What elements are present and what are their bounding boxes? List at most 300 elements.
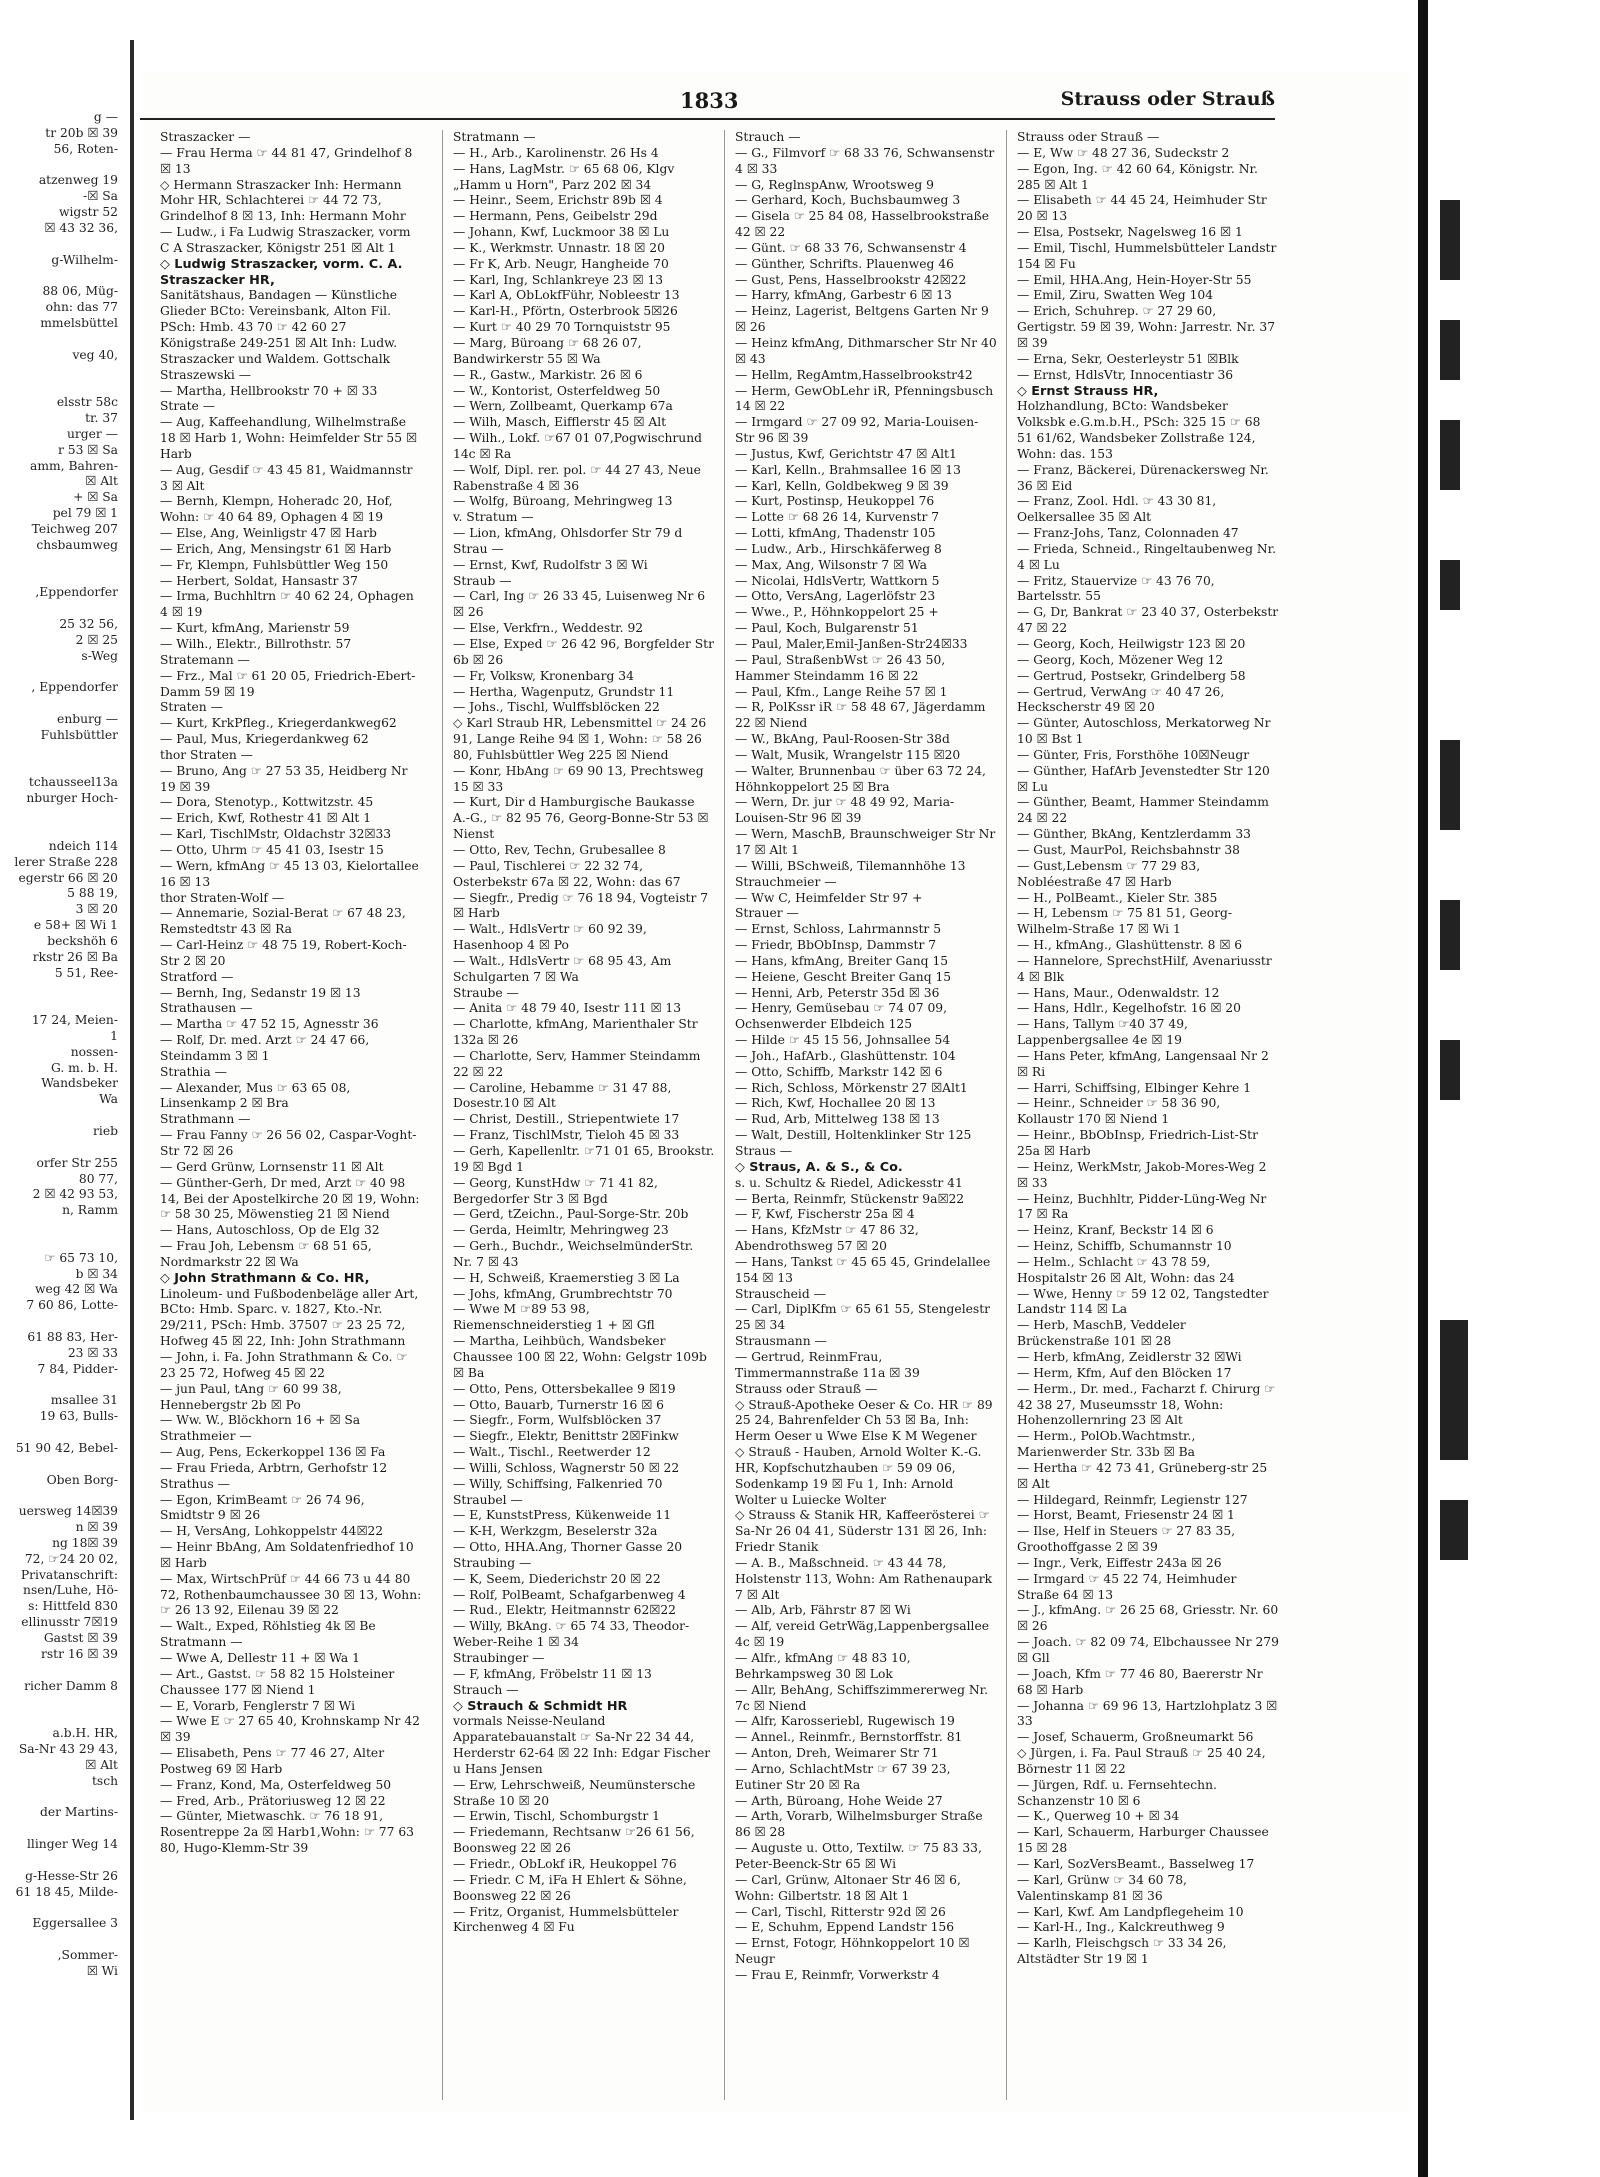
adjacent-page-fragment: r 53 ☒ Sa (57, 442, 118, 457)
adjacent-page-fragment: elsstr 58c (56, 395, 118, 410)
directory-entry: — Walt, Destill, Holtenklinker Str 125 (735, 1128, 972, 1143)
directory-entry: Holzhandlung, BCto: Wandsbeker Volksbk e.G.m.b.H., PSch: 325 15 ☞ 68 51 61/62, Wandsbeker Zollstraße 124, Wohn: das. 153 (1017, 399, 1261, 461)
directory-entry: — Elisabeth ☞ 44 45 24, Heimhuder Str 20 ☒ 13 (1017, 193, 1267, 224)
directory-entry: — Irma, Buchhltrn ☞ 40 62 24, Ophagen 4 ☒ 19 (160, 589, 414, 620)
directory-entry: — Günther-Gerh, Dr med, Arzt ☞ 40 98 14, Bei der Apostelkirche 20 ☒ 19, Wohn: ☞ 58 30 25, Möwenstieg 21 ☒ Niend (160, 1175, 420, 1222)
adjacent-page-fragment: der Martins- (40, 1805, 118, 1820)
directory-entry: — Johann, Kwf, Luckmoor 38 ☒ Lu (453, 225, 670, 240)
adjacent-page-fragment: tr. 37 (85, 411, 118, 426)
directory-entry: — Charlotte, Serv, Hammer Steindamm 22 ☒ 22 (453, 1048, 701, 1079)
adjacent-page-fragment (0, 981, 122, 997)
directory-entry: — Otto, Bauarb, Turnerstr 16 ☒ 6 (453, 1397, 665, 1412)
directory-entry: — Hellm, RegAmtm,Hasselbrookstr42 (735, 367, 973, 382)
directory-entry: — Lion, kfmAng, Ohlsdorfer Str 79 d (453, 526, 683, 541)
directory-entry: — Hildegard, Reinmfr, Legienstr 127 (1017, 1492, 1248, 1507)
directory-entry: ◇ Strauß - Hauben, Arnold Wolter K.-G. HR, Kopfschutzhauben ☞ 59 09 06, Sodenkamp 19 ☒ Fu 1, Inh: Arnold Wolter u Luiecke Wolter (735, 1445, 982, 1507)
directory-entry: — Konr, HbAng ☞ 69 90 13, Prechtsweg 15 ☒ 33 (453, 763, 704, 794)
directory-entry: — Arth, Büroang, Hohe Weide 27 (735, 1793, 943, 1808)
directory-entry: — Georg, Koch, Mözener Weg 12 (1017, 652, 1224, 667)
directory-entry: ◇ Strauch & Schmidt HR (453, 1698, 628, 1714)
adjacent-page-fragment: ☒ Wi (86, 1963, 118, 1978)
edge-mark (1440, 1320, 1468, 1460)
directory-entry: — Wilh., Lokf. ☞67 01 07,Pogwischrund 14c ☒ Ra (453, 431, 702, 461)
directory-entry: — Bernh, Klempn, Hoheradc 20, Hof, Wohn: ☞ 40 64 89, Ophagen 4 ☒ 19 (160, 494, 393, 525)
edge-mark (1440, 740, 1460, 830)
adjacent-page-fragment (0, 1235, 122, 1251)
directory-entry: — Friedr. C M, iFa H Ehlert & Söhne, Boonsweg 22 ☒ 26 (453, 1872, 687, 1903)
adjacent-page-fragment: Eggersallee 3 (32, 1916, 118, 1931)
adjacent-page-fragment: g — (93, 110, 118, 124)
directory-entry: — Hans, Autoschloss, Op de Elg 32 (160, 1223, 380, 1238)
adjacent-page-fragment: , Eppendorfer (31, 680, 118, 695)
directory-entry: — Herb, MaschB, Veddeler Brückenstraße 101 ☒ 28 (1017, 1318, 1186, 1349)
directory-entry: — G, Dr, Bankrat ☞ 23 40 37, Osterbekstr 47 ☒ 22 (1017, 605, 1279, 636)
adjacent-page-fragment: beckshöh 6 (47, 933, 118, 948)
directory-entry: — Hans, Tallym ☞40 37 49, Lappenbergsallee 4e ☒ 19 (1017, 1017, 1188, 1048)
directory-entry: — Justus, Kwf, Gerichtstr 47 ☒ Alt1 (735, 446, 957, 461)
directory-entry: — Frau Fanny ☞ 26 56 02, Caspar-Voght-Str 72 ☒ 26 (160, 1128, 417, 1158)
adjacent-page-fragment: b ☒ 34 (75, 1266, 118, 1281)
directory-entry: — A. B., Maßschneid. ☞ 43 44 78, Holstenstr 113, Wohn: Am Rathenaupark 7 ☒ Alt (735, 1555, 993, 1602)
directory-entry: ◇ Ludwig Straszacker, vorm. C. A. Straszacker HR, (160, 256, 403, 288)
directory-entry: — F, kfmAng, Fröbelstr 11 ☒ 13 (453, 1666, 652, 1681)
directory-entry: Sanitätshaus, Bandagen — Künstliche Glieder BCto: Vereinsbank, Alton Fil. PSch: Hmb. 43 70 ☞ 42 60 27 Königstraße 249-251 ☒ Alt Inh: Ludw. Straszacker und Waldem. Gottschalk (160, 288, 398, 366)
directory-entry: — Art., Gastst. ☞ 58 82 15 Holsteiner Chaussee 177 ☒ Niend 1 (160, 1666, 395, 1697)
directory-entry: — Lotte ☞ 68 26 14, Kurvenstr 7 (735, 510, 940, 525)
page-header (140, 82, 1275, 120)
directory-entry: — Emil, Ziru, Swatten Weg 104 (1017, 288, 1214, 303)
scan-edge-right (1418, 0, 1428, 2177)
directory-entry: — Johs, kfmAng, Grumbrechtstr 70 (453, 1286, 673, 1301)
directory-entry: — Marg, Büroang ☞ 68 26 07, Bandwirkerstr 55 ☒ Wa (453, 335, 642, 366)
directory-entry: — Arno, SchlachtMstr ☞ 67 39 23, Eutiner Str 20 ☒ Ra (735, 1761, 951, 1792)
edge-mark (1440, 320, 1460, 380)
adjacent-page-fragment (0, 696, 122, 712)
directory-entry: Straszewski — (160, 367, 252, 382)
directory-entry: — Paul, Maler,Emil-Janßen-Str24☒33 (735, 637, 968, 651)
adjacent-page-fragment (0, 1457, 122, 1473)
directory-entry: — Irmgard ☞ 45 22 74, Heimhuder Straße 64 ☒ 13 (1017, 1571, 1237, 1602)
directory-entry: — Wolfg, Büroang, Mehringweg 13 (453, 494, 673, 509)
directory-entry: — Heinr BbAng, Am Soldatenfriedhof 10 ☒ Harb (160, 1540, 414, 1570)
directory-entry: — Walter, Brunnenbau ☞ über 63 72 24, Höhnkoppelort 25 ☒ Bra (735, 763, 986, 794)
adjacent-page-fragment: urger — (66, 426, 118, 441)
directory-entry: — H, VersAng, Lohkoppelstr 44☒22 (160, 1524, 384, 1539)
directory-entry: — Frz., Mal ☞ 61 20 05, Friedrich-Ebert-Damm 59 ☒ 19 (160, 668, 416, 699)
adjacent-page-fragment: n, Ramm (62, 1203, 118, 1218)
adjacent-page-fragment (0, 1789, 122, 1805)
adjacent-page-fragment: ndeich 114 (48, 838, 118, 853)
adjacent-page-fragment (0, 1314, 122, 1330)
directory-columns (160, 130, 1280, 2100)
directory-entry: — Lotti, kfmAng, Thadenstr 105 (735, 526, 936, 541)
adjacent-page-fragment: ,Eppendorfer (35, 585, 118, 600)
directory-entry: — Otto, VersAng, Lagerlöfstr 23 (735, 589, 936, 604)
directory-entry: Strauch — (453, 1682, 519, 1697)
directory-entry: v. Stratum — (453, 510, 534, 525)
adjacent-page-fragment: egerstr 66 ☒ 20 (18, 870, 118, 885)
adjacent-page-fragment: uersweg 14☒39 (18, 1504, 118, 1519)
directory-entry: — Kurt, Dir d Hamburgische Baukasse A.-G., ☞ 82 95 76, Georg-Bonne-Str 53 ☒ Nienst (453, 795, 709, 842)
directory-entry: — Carl, Tischl, Ritterstr 92d ☒ 26 (735, 1904, 946, 1919)
adjacent-page-fragment: + ☒ Sa (73, 490, 118, 505)
edge-mark (1440, 420, 1460, 490)
directory-entry: — Willi, BSchweiß, Tilemannhöhe 13 (735, 858, 966, 873)
directory-entry: — Ernst, Kwf, Rudolfstr 3 ☒ Wi (453, 557, 648, 572)
directory-entry: — Otto, Rev, Techn, Grubesallee 8 (453, 842, 666, 857)
directory-entry: — Emil, HHA.Ang, Hein-Hoyer-Str 55 (1017, 272, 1252, 287)
adjacent-page-fragment: 5 51, Ree- (54, 965, 118, 980)
adjacent-page-fragment: wigstr 52 (58, 205, 118, 220)
adjacent-page-fragment: 3 ☒ 20 (75, 902, 118, 917)
directory-entry: Strathmeier — (160, 1429, 252, 1444)
directory-entry: — Harry, kfmAng, Garbestr 6 ☒ 13 (735, 288, 952, 303)
directory-entry: — Walt., HdlsVertr ☞ 68 95 43, Am Schulgarten 7 ☒ Wa (453, 953, 672, 984)
directory-entry: — Johanna ☞ 69 96 13, Hartzlohplatz 3 ☒ 33 (1017, 1698, 1278, 1729)
adjacent-page-fragment: pel 79 ☒ 1 (52, 506, 118, 521)
directory-entry: — Irmgard ☞ 27 09 92, Maria-Louisen-Str 96 ☒ 39 (735, 415, 979, 446)
directory-entry: — F, Kwf, Fischerstr 25a ☒ 4 (735, 1207, 915, 1222)
directory-entry: — W., BkAng, Paul-Roosen-Str 38d (735, 732, 950, 747)
directory-entry: — Rich, Kwf, Hochallee 20 ☒ 13 (735, 1096, 936, 1111)
directory-entry: — Anita ☞ 48 79 40, Isestr 111 ☒ 13 (453, 1001, 682, 1016)
directory-entry: — Gisela ☞ 25 84 08, Hasselbrookstraße 42 ☒ 22 (735, 209, 990, 240)
directory-entry: — Kurt ☞ 40 29 70 Tornquiststr 95 (453, 320, 671, 335)
scan-edge-marks (1440, 180, 1480, 1480)
directory-entry: — Heinz, Schiffb, Schumannstr 10 (1017, 1239, 1232, 1254)
adjacent-page-fragment: 19 63, Bulls- (39, 1409, 118, 1424)
directory-entry: — G, ReglnspAnw, Wrootsweg 9 (735, 177, 934, 192)
directory-entry: ◇ Strauß-Apotheke Oeser & Co. HR ☞ 89 25 24, Bahrenfelder Ch 53 ☒ Ba, Inh: Herm Oeser u Wwe Else K M Wegener (735, 1397, 993, 1444)
directory-entry: ◇ Jürgen, i. Fa. Paul Strauß ☞ 25 40 24, Börnestr 11 ☒ 22 (1017, 1746, 1266, 1776)
directory-entry: — Herb, kfmAng, Zeidlerstr 32 ☒Wi (1017, 1349, 1242, 1364)
adjacent-page-fragment: Privatanschrift: (20, 1567, 118, 1582)
directory-entry: — Max, WirtschPrüf ☞ 44 66 73 u 44 80 72, Rothenbaumchaussee 30 ☒ 13, Wohn: ☞ 26 13 92, Eilenau 39 ☒ 22 (160, 1571, 422, 1618)
directory-entry: — Elisabeth, Pens ☞ 77 46 27, Alter Postweg 69 ☒ Harb (160, 1746, 385, 1776)
directory-entry: — Heinz, Lagerist, Beltgens Garten Nr 9 ☒ 26 (735, 304, 989, 335)
directory-entry: — Paul, StraßenbWst ☞ 26 43 50, Hammer Steindamm 16 ☒ 22 (735, 652, 946, 683)
adjacent-page-fragment: g-Hesse-Str 26 (25, 1868, 118, 1883)
directory-entry: — Herm, Kfm, Auf den Blöcken 17 (1017, 1365, 1232, 1380)
edge-mark (1440, 1500, 1468, 1560)
directory-entry: — Berta, Reinmfr, Stückenstr 9a☒22 (735, 1191, 965, 1206)
directory-entry: — Anton, Dreh, Weimarer Str 71 (735, 1746, 939, 1761)
directory-entry: — Fr, Volksw, Kronenbarg 34 (453, 668, 634, 683)
directory-entry: — Günt. ☞ 68 33 76, Schwansenstr 4 (735, 240, 967, 255)
adjacent-page-fragment: enburg — (57, 712, 118, 727)
directory-entry: — Elsa, Postsekr, Nagelsweg 16 ☒ 1 (1017, 225, 1243, 240)
directory-entry: — Willy, Schiffsing, Falkenried 70 (453, 1476, 663, 1491)
directory-entry: — G., Filmvorf ☞ 68 33 76, Schwansenstr 4 ☒ 33 (735, 145, 995, 176)
directory-entry: — Friedr, BbObInsp, Dammstr 7 (735, 938, 937, 953)
adjacent-page-fragment (0, 158, 122, 174)
directory-entry: Strathausen — (160, 1001, 253, 1016)
directory-entry: — Else, Exped ☞ 26 42 96, Borgfelder Str 6b ☒ 26 (453, 637, 715, 667)
directory-entry: — Wern, Zollbeamt, Querkamp 67a (453, 399, 673, 414)
directory-entry: — Rud., Elektr, Heitmannstr 62☒22 (453, 1603, 676, 1618)
directory-entry: — Paul, Koch, Bulgarenstr 51 (735, 621, 919, 636)
directory-entry: — Johs., Tischl, Wulffsblöcken 22 (453, 700, 660, 715)
directory-entry: — Fritz, Organist, Hummelsbütteler Kirchenweg 4 ☒ Fu (453, 1904, 679, 1935)
adjacent-page-fragment: Gastst ☒ 39 (43, 1631, 118, 1645)
directory-entry: — Gerh., Buchdr., WeichselmünderStr. Nr. 7 ☒ 43 (453, 1239, 694, 1269)
directory-entry: — Siegfr., Elektr, Benittstr 2☒Finkw (453, 1429, 679, 1444)
directory-entry: Straubinger — (453, 1651, 545, 1665)
adjacent-page-fragment: 72, ☞24 20 02, (24, 1551, 118, 1566)
directory-entry: — Gerd Grünw, Lornsenstr 11 ☒ Alt (160, 1159, 384, 1174)
adjacent-page-fragment: Wa (99, 1092, 118, 1107)
directory-entry: — Christ, Destill., Striepentwiete 17 (453, 1112, 680, 1127)
directory-entry: — Max, Ang, Wilsonstr 7 ☒ Wa (735, 557, 927, 572)
directory-column-1 (160, 130, 422, 2100)
directory-entry: — Franz-Johs, Tanz, Colonnaden 47 (1017, 526, 1239, 541)
page-number: 1833 (680, 88, 739, 113)
directory-entry: — Günter, Fris, Forsthöhe 10☒Neugr (1017, 747, 1250, 762)
adjacent-page-fragment: Teichweg 207 (31, 521, 118, 536)
adjacent-page-fragment: 56, Roten- (53, 141, 118, 156)
directory-entry: — Rolf, PolBeamt, Schafgarbenweg 4 (453, 1587, 686, 1602)
directory-entry: — Kurt, Postinsp, Heukoppel 76 (735, 494, 935, 509)
directory-entry: — Wwe E ☞ 27 65 40, Krohnskamp Nr 42 ☒ 39 (160, 1714, 420, 1745)
directory-entry: — Walt., Tischl., Reetwerder 12 (453, 1445, 651, 1460)
directory-entry: — W., Kontorist, Osterfeldweg 50 (453, 383, 661, 398)
directory-entry: — Wern, kfmAng ☞ 45 13 03, Kielortallee 16 ☒ 13 (160, 858, 419, 889)
directory-entry: — K., Werkmstr. Unnastr. 18 ☒ 20 (453, 240, 665, 255)
directory-entry: — Heinz, Buchhltr, Pidder-Lüng-Weg Nr 17 ☒ Ra (1017, 1191, 1267, 1222)
directory-entry: — H., kfmAng., Glashüttenstr. 8 ☒ 6 (1017, 938, 1243, 953)
directory-entry: — Kurt, kfmAng, Marienstr 59 (160, 621, 350, 636)
directory-entry: — Ludw., Arb., Hirschkäferweg 8 (735, 541, 942, 556)
directory-entry: — Martha, Leihbüch, Wandsbeker Chaussee 100 ☒ 22, Wohn: Gelgstr 109b ☒ Ba (453, 1334, 707, 1380)
directory-entry: — Frau Herma ☞ 44 81 47, Grindelhof 8 ☒ 13 (160, 145, 413, 176)
directory-entry: — Hilde ☞ 45 15 56, Johnsallee 54 (735, 1033, 951, 1048)
adjacent-page-fragment (0, 1821, 122, 1837)
adjacent-page-fragment: 5 88 19, (67, 886, 118, 901)
directory-entry: Straten — (160, 700, 223, 715)
directory-entry: — Joach. ☞ 82 09 74, Elbchaussee Nr 279 ☒ Gll (1017, 1635, 1279, 1665)
directory-entry: — Otto, Pens, Ottersbekallee 9 ☒19 (453, 1381, 676, 1396)
directory-entry: — Günter, Mietwaschk. ☞ 76 18 91, Rosentreppe 2a ☒ Harb1,Wohn: ☞ 77 63 80, Hugo-Klemm-Str 39 (160, 1809, 414, 1856)
directory-entry: — Nicolai, HdlsVertr, Wattkorn 5 (735, 573, 940, 588)
directory-entry: — Fritz, Stauervize ☞ 43 76 70, Bartelsstr. 55 (1017, 573, 1215, 604)
directory-entry: — Ww. W., Blöckhorn 16 + ☒ Sa (160, 1413, 361, 1428)
adjacent-page-fragment: 7 60 86, Lotte- (26, 1298, 118, 1313)
directory-entry: — Else, Ang, Weinligstr 47 ☒ Harb (160, 526, 377, 541)
directory-entry: — Ilse, Helf in Steuers ☞ 27 83 35, Groothoffgasse 2 ☒ 39 (1017, 1524, 1236, 1555)
directory-entry: — Alf, vereid GetrWäg,Lappenbergsallee 4c ☒ 19 (735, 1619, 990, 1650)
adjacent-page-fragment: Sa-Nr 43 29 43, (18, 1741, 118, 1756)
directory-entry: Strate — (160, 399, 215, 414)
directory-entry: — Otto, Schiffb, Markstr 142 ☒ 6 (735, 1064, 943, 1079)
directory-entry: — Erwin, Tischl, Schomburgstr 1 (453, 1809, 660, 1824)
directory-entry: Straubel — (453, 1492, 523, 1507)
directory-entry: — Franz, TischlMstr, Tieloh 45 ☒ 33 (453, 1128, 680, 1143)
directory-entry: — Gertrud, VerwAng ☞ 40 47 26, Heckscherstr 49 ☒ 20 (1017, 684, 1225, 715)
adjacent-page-fragment: richer Damm 8 (24, 1678, 118, 1693)
adjacent-page-fragment (0, 1710, 122, 1726)
directory-entry: thor Straten-Wolf — (160, 890, 285, 905)
adjacent-page-fragment: 17 24, Meien- (31, 1013, 118, 1028)
directory-entry: — Carl, Grünw, Altonaer Str 46 ☒ 6, Wohn: Gilbertstr. 18 ☒ Alt 1 (735, 1872, 961, 1903)
directory-entry: — Gerda, Heimltr, Mehringweg 23 (453, 1223, 669, 1238)
adjacent-page-fragment: Oben Borg- (46, 1472, 118, 1487)
directory-entry: — Hannelore, SprechstHilf, Avenariusstr 4 ☒ Blk (1017, 953, 1272, 984)
directory-entry: — Herm., Dr. med., Facharzt f. Chirurg ☞ 42 38 27, Museumsstr 18, Wohn: Hohenzollernring 23 ☒ Alt (1017, 1381, 1276, 1428)
adjacent-page-fragment: mmelsbüttel (40, 315, 118, 330)
directory-entry: Straus — (735, 1144, 793, 1158)
directory-entry: — jun Paul, tAng ☞ 60 99 38, Hennebergstr 2b ☒ Po (160, 1381, 342, 1412)
directory-entry: — Martha, Hellbrookstr 70 + ☒ 33 (160, 383, 378, 398)
directory-entry: — Wolf, Dipl. rer. pol. ☞ 44 27 43, Neue Rabenstraße 4 ☒ 36 (453, 462, 701, 493)
directory-entry: ◇ Ernst Strauss HR, (1017, 383, 1159, 399)
directory-entry: Stratmann — (160, 1635, 243, 1650)
directory-entry: — Franz, Bäckerei, Dürenackersweg Nr. 36 ☒ Eid (1017, 462, 1269, 493)
directory-entry: — Hans, KfzMstr ☞ 47 86 32, Abendrothsweg 57 ☒ 20 (735, 1223, 919, 1254)
directory-entry: — E, Vorarb, Fenglerstr 7 ☒ Wi (160, 1698, 356, 1713)
directory-entry: — Caroline, Hebamme ☞ 31 47 88, Dosestr.10 ☒ Alt (453, 1080, 672, 1111)
directory-entry: — Karlh, Fleischgsch ☞ 33 34 26, Altstädter Str 19 ☒ 1 (1017, 1936, 1227, 1967)
directory-entry: Strau — (453, 541, 504, 556)
directory-entry: — Harri, Schiffsing, Elbinger Kehre 1 (1017, 1080, 1252, 1095)
directory-entry: Straube — (453, 985, 519, 1000)
directory-entry: — Alfr., kfmAng ☞ 48 83 10, Behrkampsweg 30 ☒ Lok (735, 1651, 911, 1681)
adjacent-page-fragment (0, 1853, 122, 1869)
adjacent-page-fragment: 88 06, Müg- (42, 284, 118, 299)
directory-entry: — Willi, Schloss, Wagnerstr 50 ☒ 22 (453, 1460, 680, 1475)
adjacent-page-fragment: 7 84, Pidder- (37, 1361, 118, 1376)
directory-entry: — Paul, Mus, Kriegerdankweg 62 (160, 732, 369, 747)
directory-entry: — Otto, Uhrm ☞ 45 41 03, Isestr 15 (160, 842, 384, 857)
adjacent-page-fragment (0, 1219, 122, 1235)
adjacent-page-fragment (0, 1932, 122, 1948)
directory-entry: Strauer — (735, 906, 799, 921)
adjacent-page-fragment (0, 1663, 122, 1679)
adjacent-page-fragment: a.b.H. HR, (52, 1726, 118, 1741)
edge-mark (1440, 200, 1460, 280)
directory-entry: — Herm, GewObLehr iR, Pfenningsbusch 14 ☒ 22 (735, 383, 994, 414)
directory-entry: — Rolf, Dr. med. Arzt ☞ 24 47 66, Steindamm 3 ☒ 1 (160, 1033, 370, 1063)
adjacent-page-fragment (0, 364, 122, 380)
directory-entry: — Arth, Vorarb, Wilhelmsburger Straße 86 ☒ 28 (735, 1809, 983, 1840)
directory-entry: — Günther, Schrifts. Plauenweg 46 (735, 256, 954, 271)
directory-entry: — Rud, Arb, Mittelweg 138 ☒ 13 (735, 1112, 940, 1127)
directory-entry: Strausmann — (735, 1334, 827, 1349)
directory-entry: vormals Neisse-Neuland Apparatebauanstalt ☞ Sa-Nr 22 34 44, Herderstr 62-64 ☒ 22 Inh: Edgar Fischer u Hans Jensen (453, 1714, 711, 1776)
adjacent-page-fragment: weg 42 ☒ Wa (35, 1282, 118, 1297)
adjacent-page-fragment (0, 807, 122, 823)
directory-entry: — Egon, Ing. ☞ 42 60 64, Königstr. Nr. 285 ☒ Alt 1 (1017, 161, 1258, 192)
directory-entry: — Horst, Beamt, Friesenstr 24 ☒ 1 (1017, 1508, 1235, 1523)
adjacent-page-fragment (0, 1900, 122, 1916)
directory-entry: — Henni, Arb, Peterstr 35d ☒ 36 (735, 985, 940, 1000)
adjacent-page-fragment (0, 569, 122, 585)
adjacent-page-fragment: Wandsbeker (41, 1076, 118, 1091)
directory-entry: — Gerhard, Koch, Buchsbaumweg 3 (735, 193, 961, 208)
directory-entry: — Heinz, Kranf, Beckstr 14 ☒ 6 (1017, 1223, 1214, 1238)
directory-entry: — Ernst, Fotogr, Höhnkoppelort 10 ☒ Neugr (735, 1936, 970, 1967)
adjacent-page-fragment: orfer Str 255 (36, 1155, 118, 1170)
directory-entry: — K-H, Werkzgm, Beselerstr 32a (453, 1524, 658, 1539)
directory-entry: — Aug, Kaffeehandlung, Wilhelmstraße 18 ☒ Harb 1, Wohn: Heimfelder Str 55 ☒ Harb (160, 415, 417, 461)
directory-entry: — E, Ww ☞ 48 27 36, Sudeckstr 2 (1017, 145, 1230, 160)
directory-entry: — Heinr., BbObInsp, Friedrich-List-Str 25a ☒ Harb (1017, 1128, 1258, 1158)
directory-entry: — Martha ☞ 47 52 15, Agnesstr 36 (160, 1017, 379, 1032)
directory-entry: — John, i. Fa. John Strathmann & Co. ☞ 23 25 72, Hofweg 45 ☒ 22 (160, 1349, 408, 1380)
directory-entry: — Hermann, Pens, Geibelstr 29d (453, 209, 658, 224)
adjacent-page-strip (0, 0, 128, 2177)
directory-entry: ◇ Karl Straub HR, Lebensmittel ☞ 24 26 91, Lange Reihe 94 ☒ 1, Wohn: ☞ 58 26 80, Fuhlsbüttler Weg 225 ☒ Niend (453, 716, 707, 762)
adjacent-page-fragment: 2 ☒ 42 93 53, (32, 1187, 118, 1202)
directory-entry: Straubing — (453, 1555, 532, 1570)
directory-entry: — Walt., HdlsVertr ☞ 60 92 39, Hasenhoop 4 ☒ Po (453, 922, 647, 953)
directory-entry: Strathmann — (160, 1112, 251, 1127)
directory-entry: — Wwe., P., Höhnkoppelort 25 + (735, 605, 939, 620)
directory-entry: Stratford — (160, 969, 234, 984)
directory-entry: — Hans, Hdlr., Kegelhofstr. 16 ☒ 20 (1017, 1001, 1241, 1016)
directory-entry: — Carl, Ing ☞ 26 33 45, Luisenweg Nr 6 ☒ 26 (453, 589, 706, 620)
directory-entry: — Hans, Tankst ☞ 45 65 45, Grindelallee 154 ☒ 13 (735, 1254, 991, 1285)
directory-entry: — Günter, Autoschloss, Merkatorweg Nr 10 ☒ Bst 1 (1017, 716, 1271, 747)
directory-entry: — Gerd, tZeichn., Paul-Sorge-Str. 20b (453, 1207, 689, 1222)
directory-entry: — Ingr., Verk, Eiffestr 243a ☒ 26 (1017, 1555, 1222, 1570)
adjacent-page-fragment: 25 32 56, (59, 617, 118, 631)
adjacent-page-fragment: ☞ 65 73 10, (44, 1250, 118, 1265)
directory-entry: — Ludw., i Fa Ludwig Straszacker, vorm C A Straszacker, Königstr 251 ☒ Alt 1 (160, 225, 411, 255)
directory-entry: — Emil, Tischl, Hummelsbütteler Landstr 154 ☒ Fu (1017, 240, 1277, 271)
directory-entry: — Herbert, Soldat, Hansastr 37 (160, 573, 358, 588)
adjacent-page-fragment (0, 237, 122, 253)
directory-entry: — Egon, KrimBeamt ☞ 26 74 96, Smidtstr 9 ☒ 26 (160, 1492, 365, 1523)
directory-entry: — Erich, Schuhrep. ☞ 27 29 60, Gertigstr. 59 ☒ 39, Wohn: Jarrestr. Nr. 37 ☒ 39 (1017, 304, 1276, 350)
adjacent-page-fragment (0, 665, 122, 681)
directory-entry: — E, Schuhm, Eppend Landstr 156 (735, 1920, 955, 1935)
directory-entry: — Hertha ☞ 42 73 41, Grüneberg-str 25 ☒ Alt (1017, 1460, 1268, 1491)
edge-mark (1440, 560, 1460, 610)
directory-entry: Straszacker — (160, 130, 251, 144)
directory-entry: Strauscheid — (735, 1286, 826, 1301)
directory-entry: Strauss oder Strauß — (735, 1381, 878, 1396)
adjacent-page-fragment: chsbaumweg (36, 537, 118, 552)
adjacent-page-fragment: msallee 31 (50, 1393, 118, 1408)
directory-entry: — Karl-H., Ing., Kalckreuthweg 9 (1017, 1920, 1225, 1935)
directory-entry: — Annemarie, Sozial-Berat ☞ 67 48 23, Remstedtstr 43 ☒ Ra (160, 906, 406, 937)
directory-entry: — Fred, Arb., Prätoriusweg 12 ☒ 22 (160, 1793, 386, 1808)
directory-entry: — Paul, Kfm., Lange Reihe 57 ☒ 1 (735, 684, 948, 699)
adjacent-page-fragment: ☒ Alt (85, 1757, 118, 1772)
directory-entry: — Alfr, Karosseriebl, Rugewisch 19 (735, 1714, 955, 1729)
directory-entry: — Georg, KunstHdw ☞ 71 41 82, Bergedorfer Str 3 ☒ Bgd (453, 1175, 658, 1206)
directory-entry: — Walt, Musik, Wrangelstr 115 ☒20 (735, 747, 961, 762)
adjacent-page-fragment: -☒ Sa (83, 189, 118, 204)
directory-entry: — Charlotte, kfmAng, Marienthaler Str 132a ☒ 26 (453, 1017, 698, 1048)
directory-entry: — Erw, Lehrschweiß, Neumünstersche Straße 10 ☒ 20 (453, 1777, 696, 1808)
directory-entry: Strathus — (160, 1476, 230, 1491)
directory-entry: — Erna, Sekr, Oesterleystr 51 ☒Blk (1017, 351, 1239, 366)
directory-entry: — H., PolBeamt., Kieler Str. 385 (1017, 890, 1218, 905)
directory-entry: — Frieda, Schneid., Ringeltaubenweg Nr. 4 ☒ Lu (1017, 541, 1277, 572)
adjacent-page-fragment (0, 601, 122, 617)
directory-entry: — Franz, Kond, Ma, Osterfeldweg 50 (160, 1777, 392, 1792)
directory-entry: — Willy, BkAng. ☞ 65 74 33, Theodor-Weber-Reihe 1 ☒ 34 (453, 1619, 690, 1650)
directory-entry: Strauch — (735, 130, 801, 144)
directory-entry: — Henry, Gemüsebau ☞ 74 07 09, Ochsenwerder Elbdeich 125 (735, 1001, 948, 1032)
directory-entry: — Karl, SozVersBeamt., Basselweg 17 (1017, 1856, 1255, 1871)
directory-entry: — Frau Frieda, Arbtrn, Gerhofstr 12 (160, 1460, 388, 1475)
directory-entry: — Hans Peter, kfmAng, Langensaal Nr 2 ☒ Ri (1017, 1048, 1269, 1079)
directory-entry: — E, KunststPress, Kükenweide 11 (453, 1508, 672, 1523)
adjacent-page-fragment: n ☒ 39 (75, 1520, 118, 1535)
directory-entry: — Carl, DiplKfm ☞ 65 61 55, Stengelestr 25 ☒ 34 (735, 1302, 991, 1333)
